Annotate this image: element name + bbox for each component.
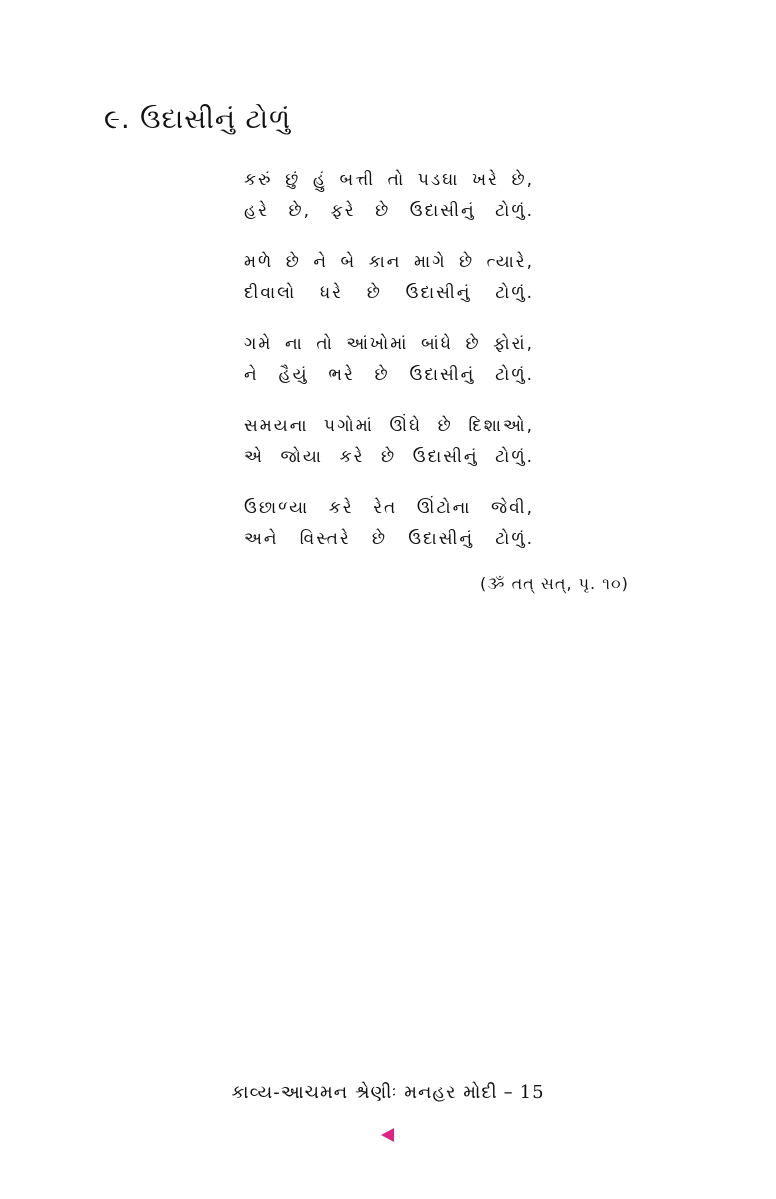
page-footer [0,1082,776,1103]
stanza-5 [244,493,534,555]
poem-line: અને વિસ્તરે છે ઉદાસીનું ટોળું. [244,529,534,549]
poem-title: ૯. ઉદાસીનું ટોળું [104,104,292,135]
poem-body [244,165,534,575]
stanza-2 [244,247,534,309]
poem-line: એ જોયા કરે છે ઉદાસીનું ટોળું. [244,447,534,467]
poem-line: ને હૈયું ભરે છે ઉદાસીનું ટોળું. [244,365,534,385]
poem-line: ઉછાળ્યા કરે રેત ઊંટોના જેવી, [244,498,534,518]
previous-page-arrow-icon[interactable] [381,1128,394,1142]
poem-line: ગમે ના તો આંખોમાં બાંધે છે ફોરાં, [244,334,534,354]
stanza-1 [244,165,534,227]
source-citation: (ૐ તત્ સત્, પૃ. ૧૦) [480,574,629,593]
poem-line: સમયના પગોમાં ઊંઘે છે દિશાઓ, [244,416,534,436]
poem-line: કરું છું હું બત્તી તો પડઘા ખરે છે, [244,170,534,190]
poem-line: દીવાલો ધરે છે ઉદાસીનું ટોળું. [244,283,534,303]
poem-line: મળે છે ને બે કાન માગે છે ત્યારે, [244,252,534,272]
poem-line: હરે છે, ફરે છે ઉદાસીનું ટોળું. [244,201,534,221]
series-title: કાવ્ય-આચમન શ્રેણીઃ મનહર મોદી [231,1082,498,1103]
page-number: 15 [519,1082,545,1103]
stanza-4 [244,411,534,473]
stanza-3 [244,329,534,391]
footer-separator: – [503,1082,514,1103]
